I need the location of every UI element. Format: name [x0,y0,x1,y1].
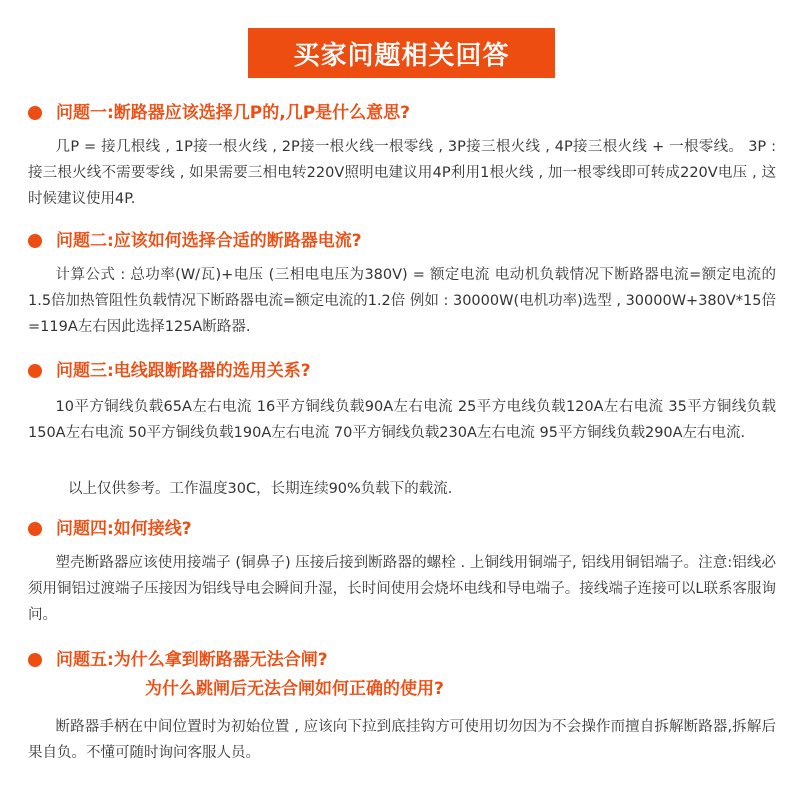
answer-2: 计算公式 : 总功率(W/瓦)+电压 (三相电电压为380V) = 额定电流 电动机负载情况下断路器电流=额定电流的1.5倍加热管阻性负载情况下断路器电流=额定电流的1.2倍 例如 : 30000W(电机功率)选型 , 30000W+380V*15倍=119A左右因此选择125A断路器. [28,267,776,335]
bullet-dot-icon [28,364,42,378]
question-4 [28,516,192,542]
answer-5: 断路器手柄在中间位置时为初始位置 , 应该向下拉到底挂钩方可使用切勿因为不会操作而擅自拆解断路器,拆解后果自负。不懂可随时询问客服人员。 [28,719,776,761]
question-2-text: 问题二:应该如何选择合适的断路器电流? [56,231,362,251]
bullet-dot-icon [28,234,42,248]
bullet-dot-icon [28,653,42,667]
question-2 [28,228,362,254]
question-1-text: 问题一:断路器应该选择几P的,几P是什么意思? [56,103,411,123]
page-title: 买家问题相关回答 [248,28,555,78]
bullet-dot-icon [28,522,42,536]
answer-4: 塑壳断路器应该使用接端子 (铜鼻子) 压接后接到断路器的螺栓 . 上铜线用铜端子, 铝线用铜铝端子。注意:铝线必须用铜铝过渡端子压接因为铝线导电会瞬间升湿，长时间使用会烧坏电线和导电端子。接线端子连接可以L联系客服询问。 [28,555,776,623]
question-4-text: 问题四:如何接线? [56,519,192,539]
question-5-text: 问题五:为什么拿到断路器无法合闸? [56,650,328,670]
question-3-text: 问题三:电线跟断路器的选用关系? [56,361,311,381]
question-5-line2: 为什么跳闸后无法合闸如何正确的使用? [145,679,444,699]
question-5 [28,647,328,673]
question-1 [28,100,410,126]
answer-3: 10平方铜线负载65A左右电流 16平方铜线负载90A左右电流 25平方电线负载120A左右电流 35平方铜线负载150A左右电流 50平方铜线负载190A左右电流 70平方铜线负载230A左右电流 95平方铜线负载290A左右电流. [28,399,776,441]
question-3 [28,358,311,384]
answer-3-note: 以上仅供参考。工作温度30C，长期连续90%负载下的载流. [68,481,453,497]
bullet-dot-icon [28,106,42,120]
answer-1: 几P = 接几根线 , 1P接一根火线 , 2P接一根火线一根零线 , 3P接三根火线 , 4P接三根火线 + 一根零线。 3P : 接三根火线不需要零线 , 如果需要三相电转220V照明电建议用4P利用1根火线 , 加一根零线即可转成220V电压 , 这时候建议使用4P. [28,139,776,207]
